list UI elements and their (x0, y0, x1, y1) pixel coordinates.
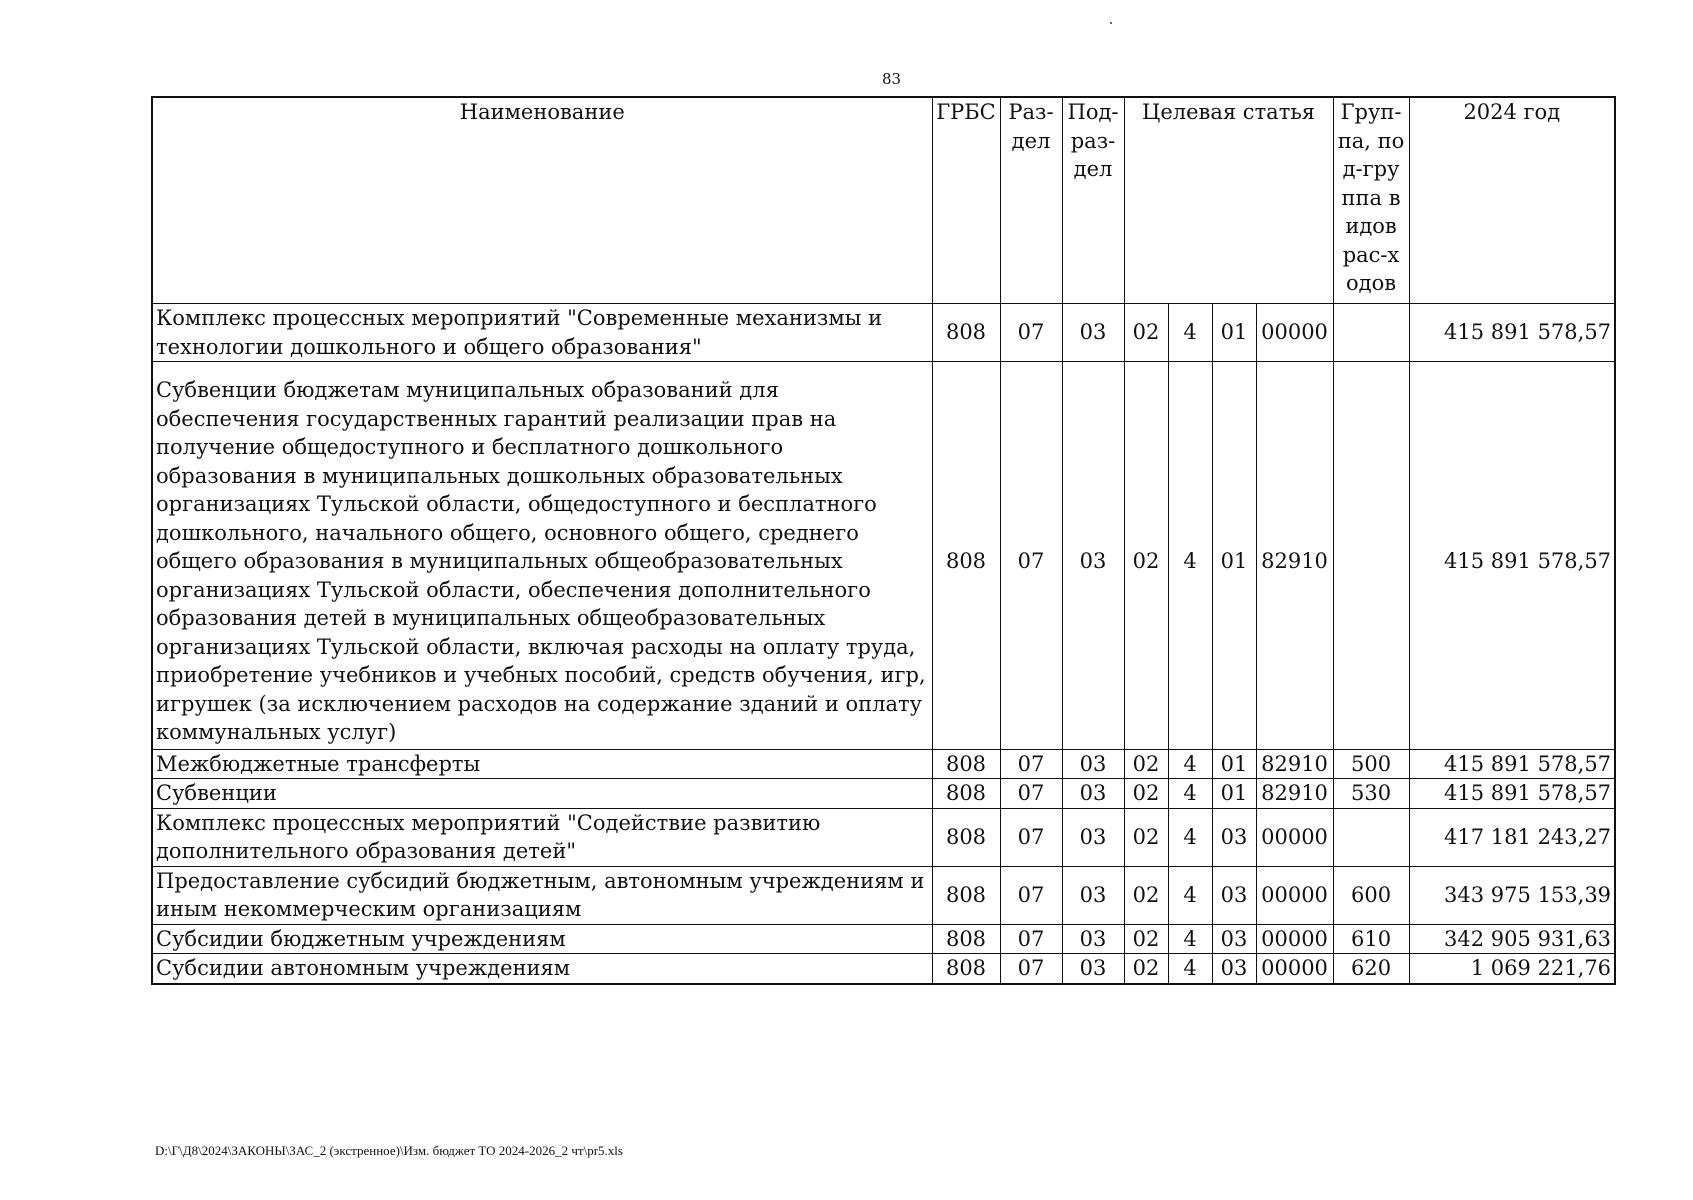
cell-t4: 00000 (1256, 808, 1333, 866)
cell-t4: 82910 (1256, 749, 1333, 779)
cell-vr: 530 (1333, 779, 1409, 809)
cell-rz: 07 (1000, 954, 1062, 984)
cell-grbs: 808 (932, 304, 1000, 362)
cell-vr: 500 (1333, 749, 1409, 779)
cell-t1: 02 (1124, 866, 1168, 924)
cell-rz: 07 (1000, 362, 1062, 750)
file-path-footer: D:\Г\Д8\2024\ЗАКОНЫ\ЗАС_2 (экстренное)\Изм. бюджет ТО 2024-2026_2 чт\pr5.xls (155, 1143, 623, 1158)
cell-t3: 03 (1212, 866, 1256, 924)
cell-rz: 07 (1000, 779, 1062, 809)
cell-amount: 417 181 243,27 (1409, 808, 1615, 866)
cell-rz: 07 (1000, 749, 1062, 779)
cell-grbs: 808 (932, 749, 1000, 779)
cell-t2: 4 (1168, 779, 1212, 809)
cell-grbs: 808 (932, 866, 1000, 924)
cell-t3: 01 (1212, 362, 1256, 750)
cell-amount: 415 891 578,57 (1409, 304, 1615, 362)
cell-amount: 342 905 931,63 (1409, 924, 1615, 954)
cell-t2: 4 (1168, 954, 1212, 984)
cell-vr: 620 (1333, 954, 1409, 984)
table-row (152, 304, 1615, 362)
cell-amount: 415 891 578,57 (1409, 362, 1615, 750)
cell-t3: 01 (1212, 749, 1256, 779)
header-podrazdel: Под-раз-дел (1062, 97, 1124, 304)
cell-t2: 4 (1168, 362, 1212, 750)
cell-amount: 1 069 221,76 (1409, 954, 1615, 984)
header-group: Груп-па, под-группа видов рас-ходов (1333, 97, 1409, 304)
cell-t1: 02 (1124, 362, 1168, 750)
cell-t3: 01 (1212, 779, 1256, 809)
header-name: Наименование (152, 97, 932, 304)
cell-vr: 600 (1333, 866, 1409, 924)
cell-t1: 02 (1124, 304, 1168, 362)
cell-name: Субвенции (152, 779, 932, 809)
cell-rz: 07 (1000, 866, 1062, 924)
cell-rz: 07 (1000, 808, 1062, 866)
cell-name: Межбюджетные трансферты (152, 749, 932, 779)
cell-name: Субвенции бюджетам муниципальных образований для обеспечения государственных гарантий реализации прав на получение общедоступного и бесплатного дошкольного образования в муниципальных дошкольных образовательных организациях Тульской области, общедоступного и бесплатного дошкольного, начального общего, основного общего, среднего общего образования в муниципальных общеобразовательных организациях Тульской области, обеспечения дополнительного образования детей в муниципальных общеобразовательных организациях Тульской области, включая расходы на оплату труда, приобретение учебников и учебных пособий, средств обучения, игр, игрушек (за исключением расходов на содержание зданий и оплату коммунальных услуг) (152, 362, 932, 750)
cell-t4: 00000 (1256, 866, 1333, 924)
scan-dot (1110, 22, 1112, 24)
table-row (152, 779, 1615, 809)
cell-vr (1333, 362, 1409, 750)
cell-t2: 4 (1168, 808, 1212, 866)
cell-t1: 02 (1124, 808, 1168, 866)
cell-t4: 82910 (1256, 779, 1333, 809)
table-row (152, 954, 1615, 984)
cell-pr: 03 (1062, 866, 1124, 924)
cell-t3: 03 (1212, 924, 1256, 954)
cell-pr: 03 (1062, 954, 1124, 984)
budget-table (151, 96, 1616, 985)
cell-grbs: 808 (932, 954, 1000, 984)
table-row (152, 924, 1615, 954)
cell-t1: 02 (1124, 924, 1168, 954)
table-row (152, 362, 1615, 750)
cell-name: Субсидии автономным учреждениям (152, 954, 932, 984)
table-row (152, 866, 1615, 924)
cell-pr: 03 (1062, 808, 1124, 866)
cell-rz: 07 (1000, 924, 1062, 954)
cell-t1: 02 (1124, 954, 1168, 984)
cell-name: Субсидии бюджетным учреждениям (152, 924, 932, 954)
header-year: 2024 год (1409, 97, 1615, 304)
cell-amount: 415 891 578,57 (1409, 779, 1615, 809)
cell-vr (1333, 808, 1409, 866)
cell-amount: 415 891 578,57 (1409, 749, 1615, 779)
header-target: Целевая статья (1124, 97, 1333, 304)
cell-pr: 03 (1062, 362, 1124, 750)
cell-amount: 343 975 153,39 (1409, 866, 1615, 924)
cell-grbs: 808 (932, 808, 1000, 866)
table-header-row (152, 97, 1615, 304)
cell-pr: 03 (1062, 924, 1124, 954)
cell-name: Предоставление субсидий бюджетным, автономным учреждениям и иным некоммерческим организациям (152, 866, 932, 924)
cell-vr (1333, 304, 1409, 362)
cell-t2: 4 (1168, 749, 1212, 779)
cell-t4: 00000 (1256, 954, 1333, 984)
table-row (152, 808, 1615, 866)
cell-grbs: 808 (932, 779, 1000, 809)
cell-pr: 03 (1062, 304, 1124, 362)
cell-rz: 07 (1000, 304, 1062, 362)
cell-t4: 00000 (1256, 304, 1333, 362)
table-row (152, 749, 1615, 779)
cell-grbs: 808 (932, 924, 1000, 954)
cell-pr: 03 (1062, 779, 1124, 809)
cell-pr: 03 (1062, 749, 1124, 779)
cell-t4: 82910 (1256, 362, 1333, 750)
cell-name: Комплекс процессных мероприятий "Современные механизмы и технологии дошкольного и общего образования" (152, 304, 932, 362)
cell-t2: 4 (1168, 304, 1212, 362)
page-number: 83 (882, 70, 902, 88)
cell-t3: 03 (1212, 808, 1256, 866)
cell-t4: 00000 (1256, 924, 1333, 954)
cell-name: Комплекс процессных мероприятий "Содействие развитию дополнительного образования детей" (152, 808, 932, 866)
cell-vr: 610 (1333, 924, 1409, 954)
header-grbs: ГРБС (932, 97, 1000, 304)
header-razdel: Раз-дел (1000, 97, 1062, 304)
cell-t1: 02 (1124, 749, 1168, 779)
cell-t3: 03 (1212, 954, 1256, 984)
cell-grbs: 808 (932, 362, 1000, 750)
cell-t3: 01 (1212, 304, 1256, 362)
cell-t2: 4 (1168, 924, 1212, 954)
cell-t2: 4 (1168, 866, 1212, 924)
cell-t1: 02 (1124, 779, 1168, 809)
